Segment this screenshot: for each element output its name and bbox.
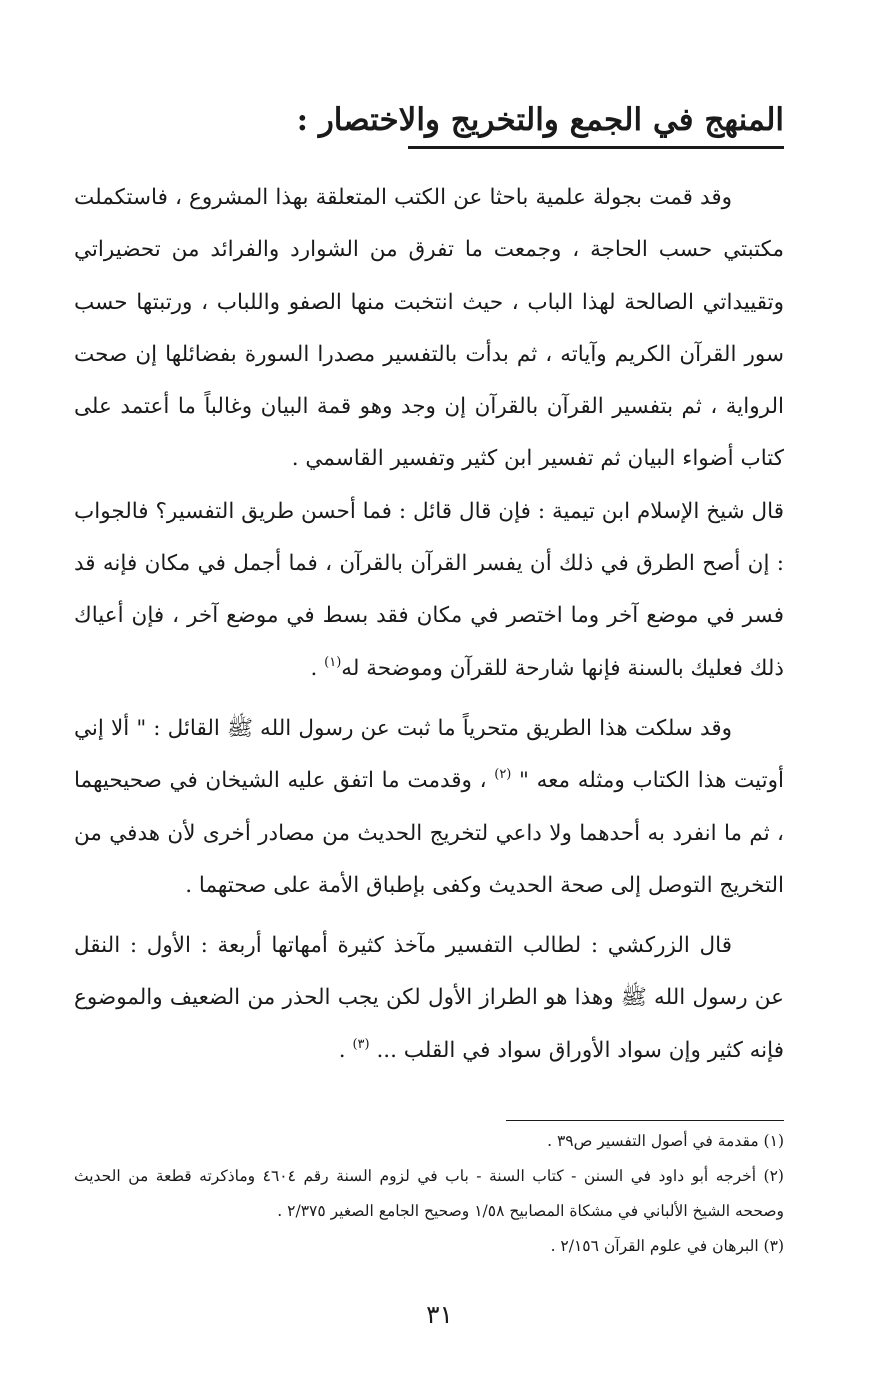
footnote-ref-2: (٢) (494, 767, 512, 783)
paragraph-1-text: وقد قمت بجولة علمية باحثا عن الكتب المتعلقة بهذا المشروع ، فاستكملت مكتبتي حسب الحاجة ، وجمعت ما تفرق من الشوارد والفرائد من تحضيراتي وتقييداتي الصالحة لهذا الباب ، حيث انتخبت منها الصفو واللباب ، ورتبتها حسب سور القرآن الكريم وآياته ، ثم بدأت بالتفسير مصدرا السورة بفضائلها إن صحت الرواية ، ثم بتفسير القرآن بالقرآن إن وجد وهو قمة البيان وغالباً ما أعتمد على كتاب أضواء البيان ثم تفسير ابن كثير وتفسير القاسمي . (74, 185, 784, 472)
body-text (74, 172, 784, 1077)
footnote-2: (٢) أخرجه أبو داود في السنن - كتاب السنة - باب في لزوم السنة رقم ٤٦٠٤ وماذكرته قطعة من الحديث وصححه الشيخ الألباني في مشكاة المصابيح ١/٥٨ وصحيح الجامع الصغير ٢/٣٧٥ . (74, 1167, 784, 1220)
paragraph-2-end: . (310, 655, 325, 681)
paragraph-4-end: . (338, 1037, 353, 1063)
page-number: ٣١ (426, 1300, 453, 1329)
paragraph-4-text: قال الزركشي : لطالب التفسير مآخذ كثيرة أمهاتها أربعة : الأول : النقل عن رسول الله ﷺ وهذا هو الطراز الأول لكن يجب الحذر من الضعيف والموضوع فإنه كثير وإن سواد الأوراق سواد في القلب ... (74, 933, 784, 1063)
footnotes (74, 1124, 784, 1264)
section-heading: المنهج في الجمع والتخريج والاختصار : (296, 102, 784, 138)
paragraph-4 (74, 920, 784, 1077)
footnote-1: (١) مقدمة في أصول التفسير ص٣٩ . (547, 1132, 784, 1150)
footnote-ref-3: (٣) (352, 1036, 370, 1052)
paragraph-3-text: وقد سلكت هذا الطريق متحرياً ما ثبت عن رسول الله ﷺ القائل : " ألا إني أوتيت هذا الكتاب ومثله معه " (74, 715, 784, 794)
paragraph-2-text: قال شيخ الإسلام ابن تيمية : فإن قال قائل : فما أحسن طريق التفسير؟ فالجواب : إن أصح الطرق في ذلك أن يفسر القرآن بالقرآن ، فما أجمل في مكان فإنه قد فسر في موضع آخر وما اختصر في مكان فقد بسط في موضع آخر ، فإن أعياك ذلك فعليك بالسنة فإنها شارحة للقرآن وموضحة له (74, 498, 784, 681)
paragraph-2 (74, 486, 784, 695)
footnote-3: (٣) البرهان في علوم القرآن ٢/١٥٦ . (550, 1237, 784, 1255)
heading-underline (408, 146, 784, 149)
paragraph-3-end: ، وقدمت ما اتفق عليه الشيخان في صحيحيهما ، ثم ما انفرد به أحدهما ولا داعي لتخريج الحديث من مصادر أخرى لأن هدفي من التخريج التوصل إلى صحة الحديث وكفى بإطباق الأمة على صحتهما . (74, 768, 784, 898)
paragraph-3 (74, 703, 784, 912)
footnote-separator (506, 1120, 784, 1121)
footnote-ref-1: (١) (324, 654, 342, 670)
paragraph-1 (74, 172, 784, 486)
